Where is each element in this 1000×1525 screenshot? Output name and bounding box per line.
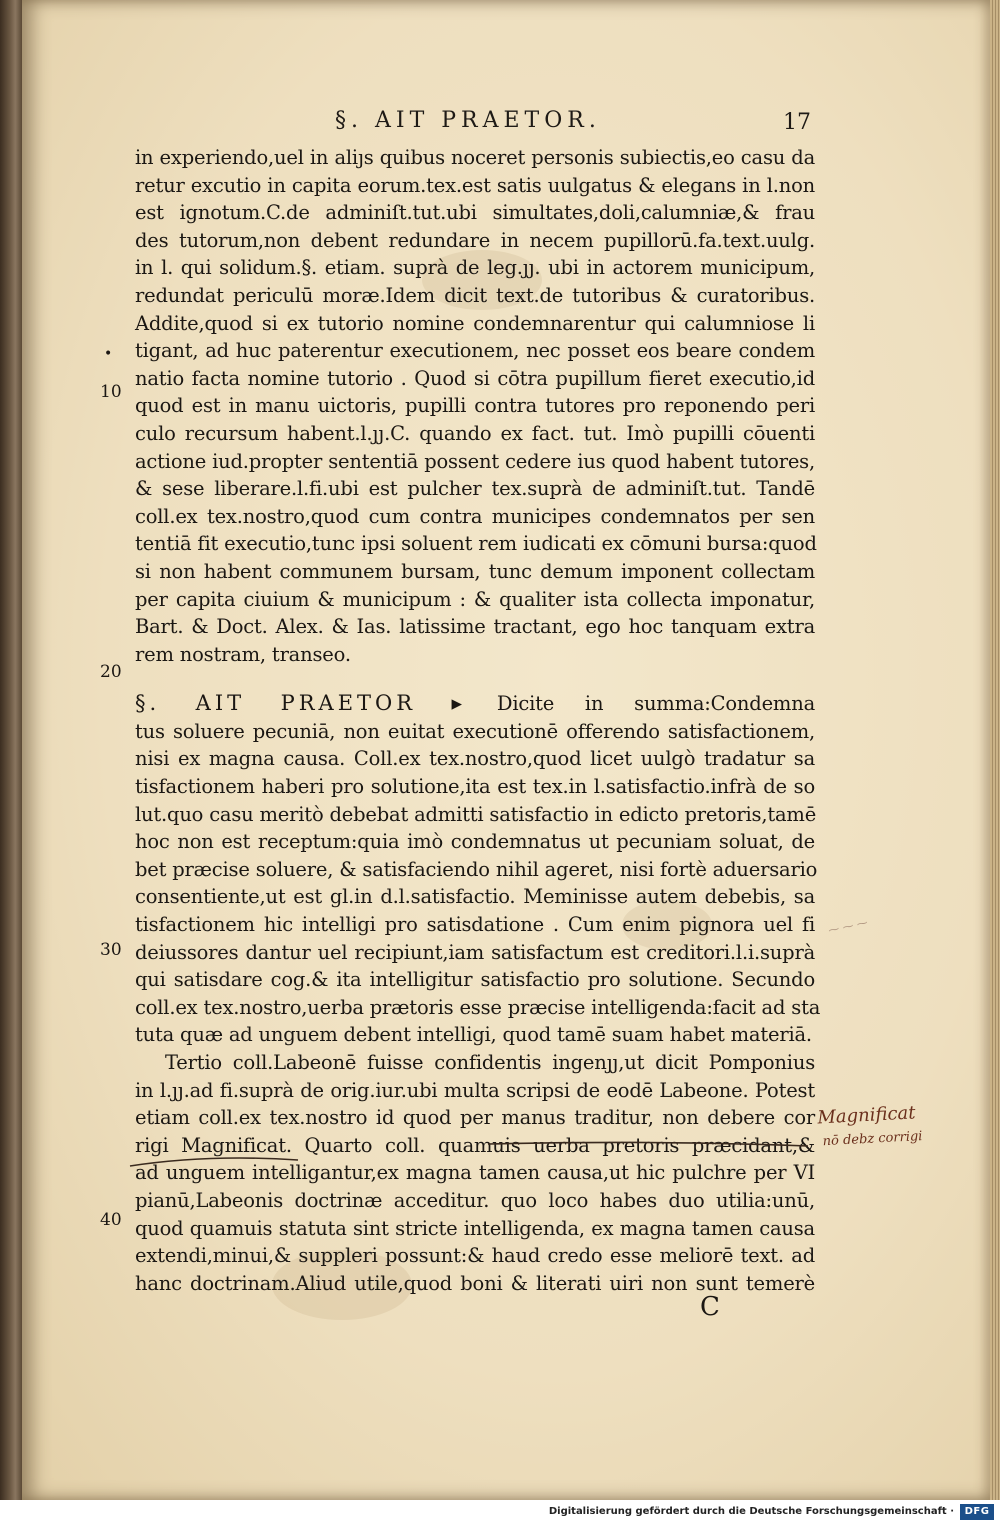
- faint-marginal-scribble: ⁓ ⁓ ⁓: [827, 915, 869, 938]
- text-line: bet præcise soluere, & satisfaciendo nihil ageret, nisi fortè aduersario: [135, 857, 818, 881]
- text-line: in l. qui solidum.§. etiam. suprà de leg.ȷȷ. ubi in actorem municipum,: [135, 256, 815, 280]
- margin-dot: •: [104, 346, 113, 362]
- text-line: rem nostram, transeo.: [135, 642, 351, 666]
- body-text: [135, 144, 821, 1297]
- text-line: pianū,Labeonis doctrinæ acceditur. quo loco habes duo utilia:unū,: [135, 1188, 815, 1212]
- running-title: §. AIT PRAETOR.: [335, 108, 601, 133]
- signature-mark: C: [700, 1292, 720, 1322]
- text-line: ad unguem intelligantur,ex magna tamen causa,ut hic pulchre per VI: [135, 1161, 815, 1185]
- section-first-line-text: Dicite in summa:Condemna: [496, 692, 815, 716]
- paragraph-first-line: Tertio coll.Labeonē fuisse confidentis ingenȷȷ,ut dicit Pomponius: [165, 1051, 815, 1074]
- funding-credit: Digitalisierung gefördert durch die Deutsche Forschungsgemeinschaft ·: [548, 1506, 954, 1517]
- text-line: tentiā fit executio,tunc ipsi soluent rem iudicati ex cōmuni bursa:quod: [135, 532, 817, 556]
- section-heading: §. AIT PRAETOR ▸: [135, 691, 467, 716]
- handwritten-underline: [128, 1140, 828, 1170]
- text-line: consentiente,ut est gl.in d.l.satisfactio. Meminisse autem debebis, sa: [135, 885, 815, 909]
- text-line: des tutorum,non debent redundare in necem pupillorū.fa.text.uulg.: [135, 228, 815, 252]
- text-line: Bart. & Doct. Alex. & Ias. latissime tractant, ego hoc tanquam extra: [135, 615, 815, 639]
- text-line: tus soluere pecuniā, non euitat executionē offerendo satisfactionem,: [135, 719, 815, 743]
- text-line: rigi Magnificat. Quarto coll. quamuis uerba pretoris præcidant,&: [135, 1133, 815, 1157]
- text-line: deiussores dantur uel recipiunt,iam satisfactum est creditori.l.i.suprà: [135, 940, 815, 964]
- text-line: coll.ex tex.nostro,uerba prætoris esse præcise intelligenda:facit ad sta: [135, 995, 821, 1019]
- text-line: tisfactionem haberi pro solutione,ita est tex.in l.satisfactio.infrà de so: [135, 775, 815, 799]
- text-line: nisi ex magna causa. Coll.ex tex.nostro,quod licet uulgò tradatur sa: [135, 747, 815, 771]
- footer-bar: [0, 1500, 1000, 1525]
- page-number: 17: [783, 110, 811, 135]
- line-number-10: 10: [100, 382, 122, 402]
- text-line: hoc non est receptum:quia imò condemnatus ut pecuniam soluat, de: [135, 830, 815, 854]
- text-line: quod quamuis statuta sint stricte intelligenda, ex magna tamen causa: [135, 1216, 815, 1240]
- margin-note-line-2: nō debz corrigi: [822, 1129, 923, 1150]
- margin-note-line-1: Magnificat: [816, 1102, 916, 1129]
- page-edge: [990, 0, 1000, 1500]
- text-line: est ignotum.C.de adminiſt.tut.ubi simultates,doli,calumniæ,& frau: [135, 201, 815, 225]
- text-line: culo recursum habent.l.ȷȷ.C. quando ex fact. tut. Imò pupilli cōuenti: [135, 421, 815, 445]
- text-line: actione iud.propter sententiā possent cedere ius quod habent tutores,: [135, 449, 815, 473]
- line-number-30: 30: [100, 940, 122, 960]
- handwritten-marginal-note: [817, 1098, 989, 1155]
- text-line: tuta quæ ad unguem debent intelligi, quod tamē suam habet materiā.: [135, 1023, 812, 1047]
- text-line: in l.ȷȷ.ad fi.suprà de orig.iur.ubi multa scripsi de eodē Labeone. Potest: [135, 1078, 815, 1102]
- text-line: redundat periculū moræ.Idem dicit text.de tutoribus & curatoribus.: [135, 283, 815, 307]
- text-line: retur excutio in capita eorum.tex.est satis uulgatus & elegans in l.non: [135, 173, 815, 197]
- text-line: coll.ex tex.nostro,quod cum contra municipes condemnatos per sen: [135, 504, 815, 528]
- text-line: extendi,minui,& suppleri possunt:& haud credo esse meliorē text. ad: [135, 1244, 815, 1268]
- text-line: tigant, ad huc paterentur executionem, nec posset eos beare condem: [135, 339, 815, 363]
- text-line: hanc doctrinam.Aliud utile,quod boni & literati uiri non sunt temerè: [135, 1271, 815, 1295]
- section-first-line: [135, 690, 815, 718]
- text-line: natio facta nomine tutorio . Quod si cōtra pupillum fieret executio,id: [135, 366, 815, 390]
- text-line: & sese liberare.l.fi.ubi est pulcher tex.suprà de adminiſt.tut. Tandē: [135, 477, 815, 501]
- book-binding: [0, 0, 22, 1500]
- text-line: si non habent communem bursam, tunc demum imponent collectam: [135, 559, 815, 583]
- text-line: qui satisdare cog.& ita intelligitur satisfactio pro solutione. Secundo: [135, 968, 815, 992]
- text-line: per capita ciuium & municipum : & qualiter ista collecta imponatur,: [135, 587, 815, 611]
- dfg-logo-icon: DFG: [960, 1504, 994, 1520]
- text-line: lut.quo casu meritò debebat admitti satisfactio in edicto pretoris,tamē: [135, 802, 817, 826]
- line-number-40: 40: [100, 1210, 122, 1230]
- line-number-20: 20: [100, 662, 122, 682]
- text-line: quod est in manu uictoris, pupilli contra tutores pro reponendo peri: [135, 394, 815, 418]
- text-line: etiam coll.ex tex.nostro id quod per manus traditur, non debere cor: [135, 1106, 815, 1130]
- text-line: in experiendo,uel in aliȷs quibus noceret personis subiectis,eo casu da: [135, 146, 815, 169]
- text-line: Addite,quod si ex tutorio nomine condemnarentur qui calumniose li: [135, 311, 815, 335]
- text-line: tisfactionem hic intelligi pro satisdatione . Cum enim pignora uel fi: [135, 913, 815, 937]
